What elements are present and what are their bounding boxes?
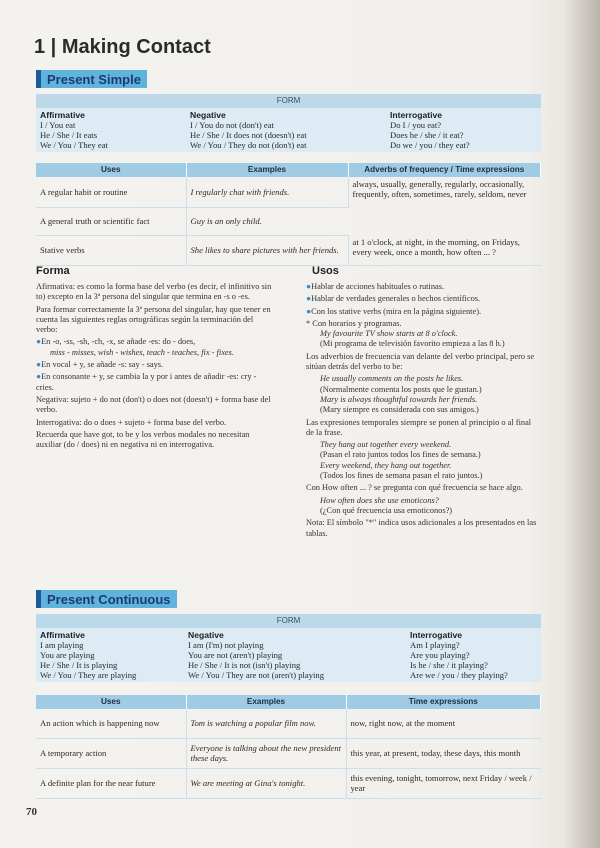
affirmative-head: Affirmative bbox=[40, 630, 85, 640]
use-cell: A temporary action bbox=[36, 738, 186, 768]
forma-bullet-3: ● En consonante + y, se cambia la y por i antes de añadir -es: cry - cries. bbox=[36, 372, 272, 393]
form-line: Are you playing? bbox=[410, 650, 470, 660]
usos-bullet-2: ● Hablar de verdades generales o hechos científicos. bbox=[306, 294, 541, 304]
forma-p4: Interrogativa: do o does + sujeto + forma base del verbo. bbox=[36, 417, 227, 427]
use-cell: A regular habit or routine bbox=[36, 177, 186, 207]
interrogative-head: Interrogative bbox=[390, 110, 443, 120]
time-expr-cell: at 1 o'clock, at night, in the morning, on Fridays, every week, once a month, how often ... ? bbox=[348, 235, 541, 265]
present-simple-table bbox=[36, 94, 541, 152]
usos-translation: (¿Con qué frecuencia usa emoticonos?) bbox=[320, 505, 453, 515]
usos-heading: Usos bbox=[312, 265, 339, 277]
usos-translation: (Mary siempre es considerada con sus amigos.) bbox=[320, 405, 479, 415]
forma-heading: Forma bbox=[36, 265, 70, 277]
interrogative-col bbox=[386, 108, 541, 152]
form-line: Is he / she / it playing? bbox=[410, 660, 488, 670]
usos-p3: Con How often ... ? se pregunta con qué frecuencia se hace algo. bbox=[306, 483, 523, 493]
section-present-continuous bbox=[36, 590, 177, 608]
use-cell: A general truth or scientific fact bbox=[36, 207, 186, 235]
examples-head: Examples bbox=[186, 163, 348, 177]
usos-translation: (Pasan el rato juntos todos los fines de semana.) bbox=[320, 450, 481, 460]
usos-example: My favourite TV show starts at 8 o'clock. bbox=[320, 329, 458, 339]
usos-p2: Las expresiones temporales siempre se ponen al principio o al final de la frase. bbox=[306, 417, 532, 437]
forma-p5: Recuerda que have got, to be y los verbos modales no necesitan auxiliar (do / does) ni en negativa ni en interrogativa. bbox=[36, 429, 250, 450]
negative-col bbox=[184, 628, 406, 682]
forma-p1: Afirmativa: es como la forma base del verbo (es decir, el infinitivo sin to) excepto en la 3ª persona del singular que termina en -s o -es. bbox=[36, 282, 272, 302]
form-line: Do I / you eat? bbox=[390, 120, 442, 130]
usos-example: How often does she use emoticons? bbox=[320, 495, 439, 505]
forma-p3: Negativa: sujeto + do not (don't) o does not (doesn't) + forma base del verbo. bbox=[36, 394, 271, 415]
negative-head: Negative bbox=[190, 110, 226, 120]
form-line: He / She / It is not (isn't) playing bbox=[188, 660, 301, 670]
forma-p2: Para formar correctamente la 3ª persona del singular, hay que tener en cuenta las siguientes reglas ortográficas según la terminación del verbo: bbox=[36, 304, 271, 335]
time-cell: this evening, tonight, tomorrow, next Friday / week / year bbox=[346, 768, 541, 798]
form-header: FORM bbox=[36, 614, 541, 628]
section-title: Present Simple bbox=[47, 71, 141, 87]
negative-col bbox=[186, 108, 386, 152]
usos-example: Mary is always thoughtful towards her friends. bbox=[320, 394, 478, 404]
usos-bullet-3: ● Con los stative verbs (mira en la página siguiente). bbox=[306, 307, 541, 317]
affirmative-head: Affirmative bbox=[40, 110, 85, 120]
examples-head: Examples bbox=[186, 695, 346, 709]
interrogative-head: Interrogative bbox=[410, 630, 463, 640]
form-header: FORM bbox=[36, 94, 541, 108]
section-bar bbox=[36, 70, 41, 88]
adverbs-head: Adverbs of frequency / Time expressions bbox=[348, 163, 541, 177]
section-present-simple bbox=[36, 70, 147, 88]
form-line: We / You / They do not (don't) eat bbox=[190, 140, 307, 150]
usos-bullet-1: ● Hablar de acciones habituales o rutinas. bbox=[306, 282, 541, 292]
uses-head: Uses bbox=[36, 695, 186, 709]
example-cell: Tom is watching a popular film now. bbox=[186, 709, 346, 738]
form-line: He / She / It is playing bbox=[40, 660, 118, 670]
usos-example: Every weekend, they hang out together. bbox=[320, 460, 452, 470]
form-line: We / You / They are playing bbox=[40, 670, 137, 680]
usos-translation: (Todos los fines de semana pasan el rato juntos.) bbox=[320, 471, 483, 481]
form-line: I / You do not (don't) eat bbox=[190, 120, 274, 130]
chapter-title: 1 | Making Contact bbox=[34, 36, 211, 58]
form-line: Does he / she / it eat? bbox=[390, 130, 464, 140]
usos-translation: (Mi programa de televisión favorito empieza a las 8 h.) bbox=[320, 339, 505, 349]
usos-bullet-4: * Con horarios y programas. bbox=[306, 318, 402, 328]
form-line: I / You eat bbox=[40, 120, 76, 130]
example-cell: She likes to share pictures with her friends. bbox=[186, 235, 348, 265]
use-cell: A definite plan for the near future bbox=[36, 768, 186, 798]
time-cell: now, right now, at the moment bbox=[346, 709, 541, 738]
example-cell: I regularly chat with friends. bbox=[186, 177, 348, 207]
form-line: Are we / you / they playing? bbox=[410, 670, 508, 680]
use-cell: An action which is happening now bbox=[36, 709, 186, 738]
example-cell: Everyone is talking about the new president these days. bbox=[186, 738, 346, 768]
form-line: I am playing bbox=[40, 640, 84, 650]
form-line: Do we / you / they eat? bbox=[390, 140, 470, 150]
usos-example: They hang out together every weekend. bbox=[320, 440, 452, 450]
form-line: We / You / They eat bbox=[40, 140, 108, 150]
time-cell: this year, at present, today, these days, this month bbox=[346, 738, 541, 768]
form-line: You are not (aren't) playing bbox=[188, 650, 283, 660]
usos-example: He usually comments on the posts he likes. bbox=[320, 374, 464, 384]
example-cell: Guy is an only child. bbox=[186, 207, 348, 235]
form-line: Am I playing? bbox=[410, 640, 460, 650]
form-line: He / She / It eats bbox=[40, 130, 98, 140]
usos-p1: Los adverbios de frecuencia van delante del verbo principal, pero se sitúan detrás del verbo to be: bbox=[306, 351, 535, 372]
page-number: 70 bbox=[26, 806, 37, 818]
time-head: Time expressions bbox=[346, 695, 541, 709]
section-title: Present Continuous bbox=[47, 591, 171, 607]
forma-bullet-2: ● En vocal + y, se añade -s: say - says. bbox=[36, 360, 272, 370]
usos-bullet-4-text: Con horarios y programas. bbox=[312, 318, 402, 328]
usos-column bbox=[306, 282, 541, 541]
present-continuous-table bbox=[36, 614, 541, 682]
negative-head: Negative bbox=[188, 630, 224, 640]
use-cell: Stative verbs bbox=[36, 235, 186, 265]
usos-translation: (Normalmente comenta los posts que le gustan.) bbox=[320, 384, 482, 394]
uses-head: Uses bbox=[36, 163, 186, 177]
forma-bullet-1: ● En -o, -ss, -sh, -ch, -x, se añade -es: do - does, bbox=[36, 337, 272, 347]
form-line: He / She / It does not (doesn't) eat bbox=[190, 130, 307, 140]
example-cell: We are meeting at Gina's tonight. bbox=[186, 768, 346, 798]
adverbs-cell: always, usually, generally, regularly, occasionally, frequently, often, sometimes, rarely, seldom, never bbox=[352, 179, 527, 199]
form-line: You are playing bbox=[40, 650, 95, 660]
forma-bullet-1-examples: miss - misses, wish - wishes, teach - teaches, fix - fixes. bbox=[50, 347, 234, 357]
affirmative-col bbox=[36, 628, 184, 682]
usos-note: Nota: El símbolo "*" indica usos adicionales a los presentados en las tablas. bbox=[306, 518, 537, 538]
form-line: We / You / They are not (aren't) playing bbox=[188, 670, 325, 680]
present-continuous-uses-table bbox=[36, 695, 541, 799]
affirmative-col bbox=[36, 108, 186, 152]
form-line: I am (I'm) not playing bbox=[188, 640, 264, 650]
interrogative-col bbox=[406, 628, 541, 682]
forma-column bbox=[36, 282, 272, 452]
present-simple-uses-table bbox=[36, 163, 541, 266]
section-bar bbox=[36, 590, 41, 608]
